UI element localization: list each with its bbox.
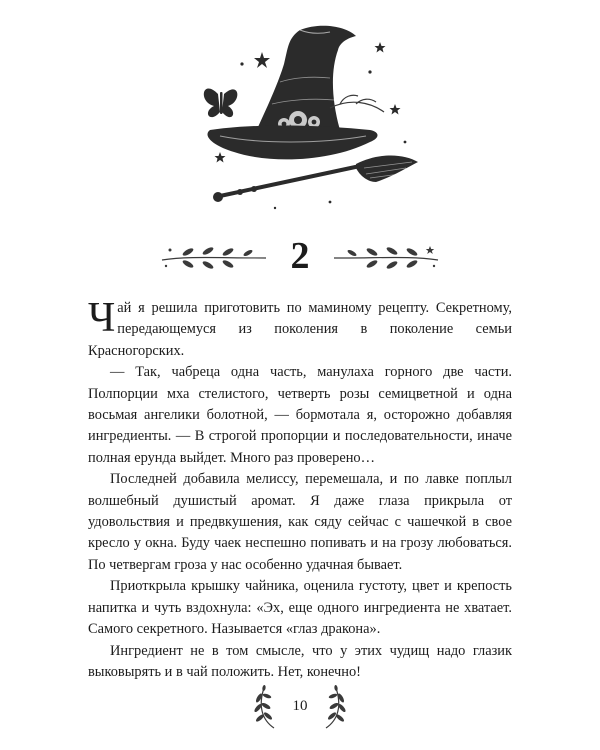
chapter-number: 2	[290, 235, 310, 277]
page-footer	[240, 682, 360, 732]
paragraph-1	[88, 295, 512, 362]
page-number: 10	[292, 698, 308, 714]
paragraph-4: Приоткрыла крышку чайника, оценила густоту, цвет и крепость напитка и чуть вздохнула: «Эх, еще одного ингредиента не хватает. Самого секретного. Называется «глаз дракона».	[88, 578, 512, 638]
paragraph-2: — Так, чабреца одна часть, манулаха горного две части. Полпорции мха стелистого, четверть розы семицветной и одна восьмая ангелики болотной, — бормотала я, осторожно добавляя ингредиенты. — В строгой пропорции и последовательности, иначе полная ерунда выйдет. Много раз проверено…	[88, 364, 512, 466]
body-text	[88, 295, 512, 683]
vine-ornament-right-icon	[330, 238, 442, 274]
witch-hat-illustration	[180, 12, 430, 222]
chapter-heading	[150, 232, 450, 282]
paragraph-3: Последней добавила мелиссу, перемешала, и по лавке поплыл волшебный душистый аромат. Я даже глаза прикрыла от удовольствия и предвкушения, как сяду сейчас с чашечкой в свое кресло у окна. Буду чаек неспешно попивать и на грозу любоваться. По четвергам гроза у нас особенно удачная бывает.	[88, 471, 512, 573]
paragraph-5: Ингредиент не в том смысле, что у этих чудищ надо глазик выковырять и в чай положить. Нет, конечно!	[88, 642, 512, 680]
drop-cap: Ч	[88, 295, 116, 341]
paragraph-1-text: ай я решила приготовить по маминому рецепту. Секретному, передающемуся из поколения в поколение семьи Красногорских.	[88, 300, 512, 359]
laurel-right-icon	[318, 682, 352, 730]
